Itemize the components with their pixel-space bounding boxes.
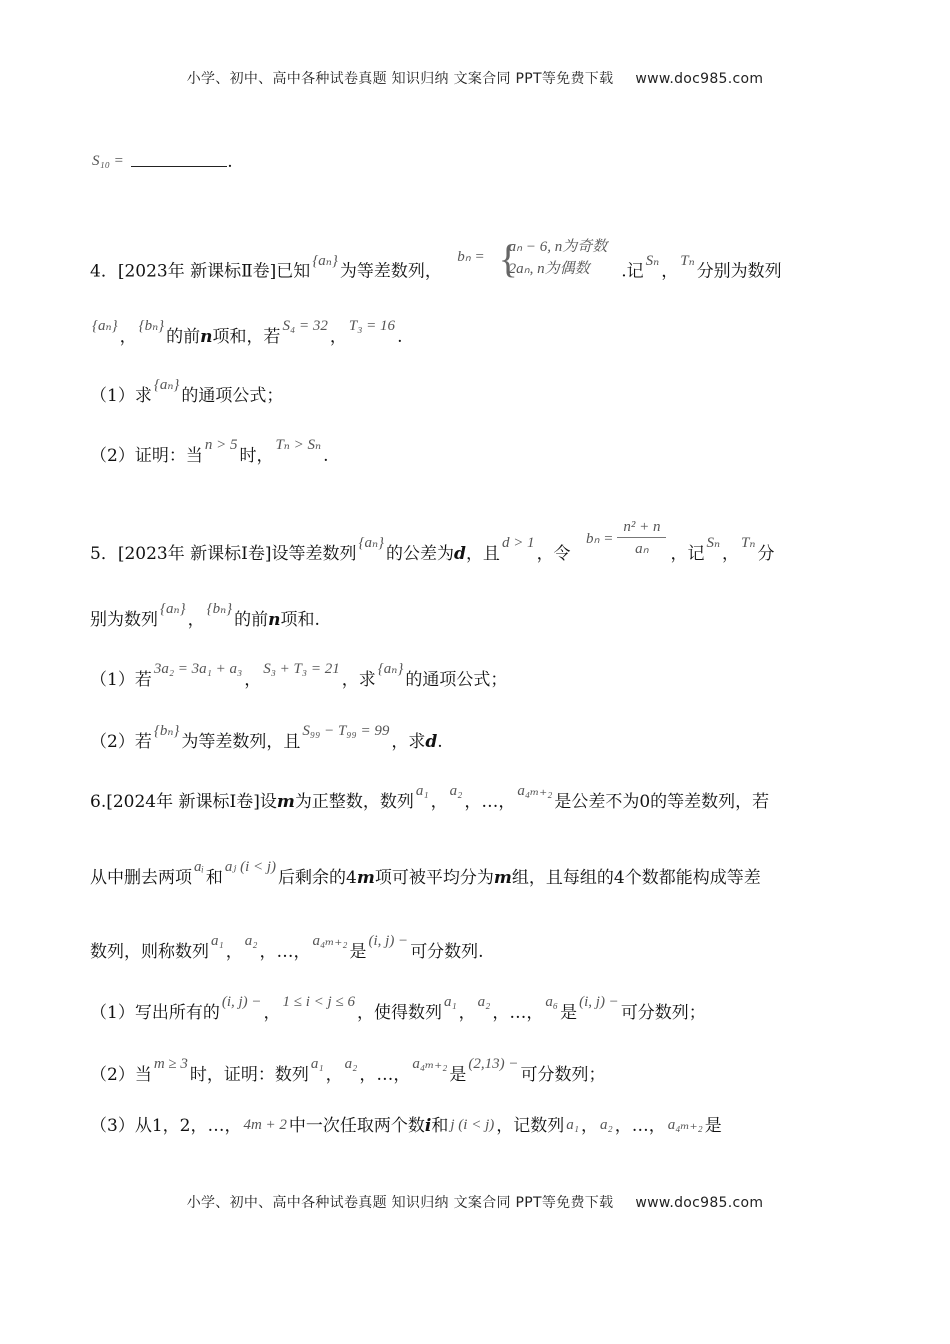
- comma: ，: [225, 942, 243, 962]
- text: ，记: [670, 544, 705, 564]
- math-aj: aⱼ (i < j): [224, 859, 277, 875]
- comma: ，: [458, 1003, 476, 1023]
- text: （2）当: [90, 1065, 152, 1085]
- comma: ，: [498, 792, 516, 812]
- math-a-last: a₄ₘ₊₂: [312, 933, 348, 949]
- var-m: m: [356, 868, 375, 888]
- math-pair-2-13: (2,13) −: [468, 1056, 519, 1072]
- math-seq-b: {bₙ}: [206, 601, 233, 617]
- text: 和: [431, 1116, 449, 1136]
- case-odd: aₙ − 6, n为奇数: [508, 239, 608, 255]
- text: （1）求: [90, 386, 152, 406]
- math-seq-a: {aₙ}: [358, 535, 385, 551]
- math-range: 1 ≤ i < j ≤ 6: [282, 994, 355, 1010]
- math-sn: Sₙ: [645, 252, 660, 269]
- ellipsis: …: [276, 942, 294, 962]
- var-n: n: [200, 327, 213, 347]
- comma: ，: [580, 1116, 598, 1136]
- text: ，且: [465, 544, 500, 564]
- math-a1: a₁: [443, 994, 457, 1010]
- comma: ，: [329, 327, 347, 347]
- q5-number: 5．[2023年 新课标Ⅰ卷]设等差数列: [90, 544, 357, 564]
- var-i: i: [424, 1116, 432, 1136]
- q6-line-2: [90, 859, 870, 891]
- text: （2）证明：当: [90, 446, 203, 466]
- text: 是: [349, 942, 367, 962]
- text: 的通项公式；: [181, 386, 284, 406]
- q6-part-2: [90, 1056, 870, 1088]
- comma: ，: [187, 610, 205, 630]
- math-seq-a: {aₙ}: [312, 252, 338, 269]
- text: 的前: [234, 610, 269, 630]
- math-tn-gt-sn: Tₙ > Sₙ: [275, 437, 322, 453]
- text: 是: [449, 1065, 467, 1085]
- q4-number: 4．[2023年 新课标Ⅱ卷]已知: [90, 261, 311, 282]
- math-a2: a₂: [449, 783, 463, 799]
- q4-line-1: [90, 236, 870, 294]
- text: 为等差数列，且: [181, 732, 301, 752]
- math-cond-s4: S₄ = 32: [282, 318, 328, 334]
- comma: ，: [526, 1003, 544, 1023]
- math-a2: a₂: [344, 1056, 358, 1072]
- q6-line-1: [90, 783, 870, 815]
- q6-part-3: [90, 1114, 870, 1139]
- q4-line-2: [90, 318, 870, 350]
- text: 分别为数列: [696, 261, 782, 282]
- ellipsis: …: [481, 792, 499, 812]
- math-piecewise: [498, 236, 608, 281]
- denominator: aₙ: [635, 541, 649, 557]
- text: （3）从1，2，…，: [90, 1116, 242, 1136]
- math-j: j (i < j): [450, 1117, 495, 1133]
- math-n-gt-5: n > 5: [204, 437, 238, 453]
- q6-line-3: [90, 933, 870, 965]
- comma: ，: [293, 942, 311, 962]
- math-tn: Tₙ: [741, 535, 756, 551]
- math-s10: S₁₀ =: [92, 153, 124, 169]
- math-seq-a: {aₙ}: [377, 661, 404, 677]
- period: .: [323, 446, 329, 466]
- q4-part-2: [90, 437, 870, 469]
- header-text: 小学、初中、高中各种试卷真题 知识归纳 文案合同 PPT等免费下载: [186, 71, 614, 87]
- text: 的通项公式；: [405, 670, 508, 690]
- math-b-lhs: bₙ =: [585, 531, 614, 547]
- text: 的公差为: [386, 544, 455, 564]
- text: ，记数列: [496, 1116, 565, 1136]
- text: 是: [704, 1116, 722, 1136]
- q5-part-2: [90, 723, 870, 755]
- comma: ，: [119, 327, 137, 347]
- math-ij: (i, j) −: [221, 994, 262, 1010]
- period: .: [397, 327, 403, 347]
- text: 项和，若: [212, 327, 281, 347]
- text: 中一次任取两个数: [288, 1116, 425, 1136]
- text: 可分数列；: [520, 1065, 606, 1085]
- q5-line-1: [90, 519, 870, 576]
- var-n: n: [268, 610, 281, 630]
- text: 是: [560, 1003, 578, 1023]
- text: 为等差数列，: [339, 261, 442, 282]
- brace: {: [498, 236, 518, 281]
- prev-answer-line: [90, 150, 870, 175]
- comma: ，: [325, 1065, 343, 1085]
- comma: ，: [393, 1065, 411, 1085]
- text: ，求: [391, 732, 426, 752]
- math-seq-b: {bₙ}: [138, 318, 165, 334]
- math-a2: a₂: [477, 994, 491, 1010]
- math-cond-t3: T₃ = 16: [348, 318, 396, 334]
- comma: ，: [492, 1003, 510, 1023]
- math-tn: Tₙ: [680, 252, 695, 269]
- page-header: [0, 68, 950, 88]
- text: 从中删去两项: [90, 868, 192, 888]
- comma: ，: [464, 792, 482, 812]
- text: 别为数列: [90, 610, 158, 630]
- text: 的前: [166, 327, 201, 347]
- text: 时，证明：数列: [189, 1065, 309, 1085]
- math-a1: a₁: [310, 1056, 324, 1072]
- math-a-last: a₄ₘ₊₂: [412, 1056, 448, 1072]
- period: .: [227, 152, 233, 172]
- math-4m-plus-2: 4m + 2: [243, 1117, 287, 1133]
- math-a2: a₂: [599, 1117, 613, 1133]
- math-seq-b: {bₙ}: [153, 723, 180, 739]
- text: .记: [621, 261, 644, 282]
- text: 后剩余的4: [278, 868, 357, 888]
- math-a-last: a₄ₘ₊₂: [517, 783, 553, 799]
- case-even: 2aₙ, n为偶数: [508, 261, 590, 277]
- math-cond-2: S₃ + T₃ = 21: [263, 661, 340, 677]
- comma: ，: [648, 1116, 666, 1136]
- math-a2: a₂: [244, 933, 258, 949]
- header-site-link[interactable]: www.doc985.com: [635, 71, 764, 87]
- numerator: n² + n: [617, 517, 666, 538]
- page-footer: [0, 1192, 950, 1212]
- math-seq-a: {aₙ}: [160, 601, 186, 617]
- text: ，使得数列: [356, 1003, 442, 1023]
- answer-blank: [131, 152, 227, 167]
- comma: ，: [359, 1065, 377, 1085]
- math-a1: a₁: [566, 1117, 579, 1133]
- text: 可分数列.: [410, 942, 484, 962]
- text: （1）写出所有的: [90, 1003, 220, 1023]
- comma: ，: [614, 1116, 632, 1136]
- math-d-gt-1: d > 1: [501, 535, 535, 551]
- text: （1）若: [90, 670, 152, 690]
- text: 项可被平均分为: [374, 868, 494, 888]
- ellipsis: …: [631, 1116, 649, 1136]
- text: 时，: [239, 446, 274, 466]
- ellipsis: …: [376, 1065, 394, 1085]
- math-a1: a₁: [415, 783, 429, 799]
- math-m-ge-3: m ≥ 3: [153, 1056, 188, 1072]
- math-b-lhs: bₙ =: [457, 248, 485, 265]
- var-d: d: [454, 544, 466, 564]
- math-seq-a: {aₙ}: [153, 377, 180, 393]
- q5-line-2: [90, 601, 870, 633]
- math-a1: a₁: [211, 933, 224, 949]
- var-m: m: [276, 792, 295, 812]
- text: 和: [205, 868, 223, 888]
- footer-text: 小学、初中、高中各种试卷真题 知识归纳 文案合同 PPT等免费下载: [186, 1195, 614, 1211]
- var-m: m: [493, 868, 512, 888]
- math-cond-1: 3a₂ = 3a₁ + a₃: [153, 661, 243, 677]
- math-ij: (i, j) −: [368, 933, 409, 949]
- q4-part-1: [90, 377, 870, 409]
- text: 分: [757, 544, 775, 564]
- text: 组，且每组的4个数都能构成等差: [511, 868, 761, 888]
- comma: ，: [244, 670, 262, 690]
- comma: ，: [722, 544, 740, 564]
- text: 为正整数，数列: [294, 792, 414, 812]
- period: .: [437, 732, 443, 752]
- text: 项和.: [280, 610, 320, 630]
- math-ai: aᵢ: [194, 859, 204, 875]
- text: ，令: [536, 544, 571, 564]
- text: 是公差不为0的等差数列，若: [554, 792, 770, 812]
- comma: ，: [661, 261, 679, 282]
- ellipsis: …: [509, 1003, 527, 1023]
- math-cond-99: S₉₉ − T₉₉ = 99: [302, 723, 390, 739]
- text: 数列，则称数列: [90, 942, 209, 962]
- text: 可分数列；: [620, 1003, 706, 1023]
- math-seq-a: {aₙ}: [92, 318, 118, 334]
- text: ，求: [341, 670, 376, 690]
- math-ij: (i, j) −: [579, 994, 619, 1010]
- comma: ，: [263, 1003, 281, 1023]
- math-fraction: [617, 517, 666, 560]
- math-a-last: a₄ₘ₊₂: [667, 1117, 703, 1133]
- q5-part-1: [90, 661, 870, 693]
- text: （2）若: [90, 732, 152, 752]
- math-sn: Sₙ: [706, 535, 721, 551]
- comma: ，: [430, 792, 448, 812]
- var-d: d: [425, 732, 438, 752]
- comma: ，: [259, 942, 277, 962]
- math-a6: a₆: [545, 994, 559, 1010]
- q6-number: 6.[2024年 新课标Ⅰ卷]设: [90, 792, 277, 812]
- footer-site-link[interactable]: www.doc985.com: [635, 1195, 764, 1211]
- q6-part-1: [90, 994, 870, 1026]
